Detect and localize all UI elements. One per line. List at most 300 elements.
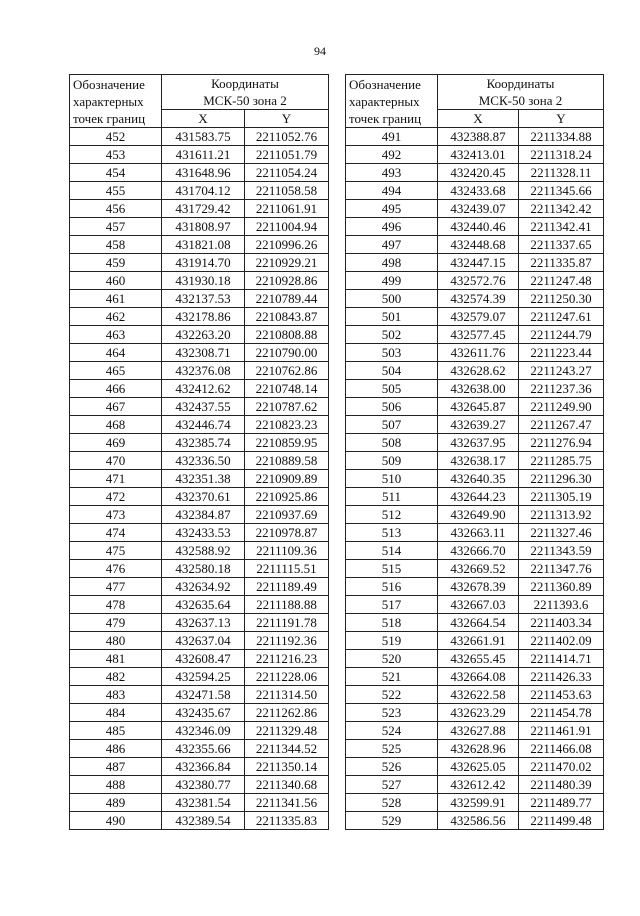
point-number-cell: 468 (70, 416, 162, 434)
table-row (70, 668, 329, 686)
point-number-cell: 474 (70, 524, 162, 542)
x-coordinate-cell: 432579.07 (438, 308, 519, 326)
y-coordinate-cell: 2210929.21 (245, 254, 329, 272)
table-row (346, 614, 604, 632)
y-coordinate-cell: 2210889.58 (245, 452, 329, 470)
y-coordinate-cell: 2210789.44 (245, 290, 329, 308)
point-number-cell: 453 (70, 146, 162, 164)
table-row (346, 506, 604, 524)
point-number-cell: 475 (70, 542, 162, 560)
x-coordinate-cell: 432644.23 (438, 488, 519, 506)
y-coordinate-cell: 2211343.59 (519, 542, 604, 560)
table-row (346, 722, 604, 740)
table-row (346, 146, 604, 164)
x-coordinate-cell: 432440.46 (438, 218, 519, 236)
y-coordinate-cell: 2211453.63 (519, 686, 604, 704)
x-coordinate-cell: 432661.91 (438, 632, 519, 650)
x-coordinate-cell: 432381.54 (162, 794, 245, 812)
y-coordinate-cell: 2211350.14 (245, 758, 329, 776)
point-number-cell: 455 (70, 182, 162, 200)
table-row (346, 398, 604, 416)
point-label-line1: Обозначение (349, 76, 421, 92)
x-coordinate-cell: 432420.45 (438, 164, 519, 182)
y-coordinate-cell: 2210978.87 (245, 524, 329, 542)
x-coordinate-cell: 432435.67 (162, 704, 245, 722)
point-number-cell: 466 (70, 380, 162, 398)
x-coordinate-cell: 432336.50 (162, 452, 245, 470)
y-coordinate-cell: 2210909.89 (245, 470, 329, 488)
y-coordinate-cell: 2211262.86 (245, 704, 329, 722)
point-number-cell: 500 (346, 290, 438, 308)
x-coordinate-cell: 432447.15 (438, 254, 519, 272)
x-coordinate-cell: 431808.97 (162, 218, 245, 236)
x-coordinate-cell: 432635.64 (162, 596, 245, 614)
table-row (70, 146, 329, 164)
y-coordinate-cell: 2211237.36 (519, 380, 604, 398)
y-coordinate-cell: 2211058.58 (245, 182, 329, 200)
table-row (70, 704, 329, 722)
y-coordinate-cell: 2211061.91 (245, 200, 329, 218)
x-coordinate-cell: 432655.45 (438, 650, 519, 668)
y-coordinate-cell: 2211276.94 (519, 434, 604, 452)
point-number-cell: 501 (346, 308, 438, 326)
point-number-cell: 521 (346, 668, 438, 686)
x-coordinate-cell: 432433.68 (438, 182, 519, 200)
y-coordinate-cell: 2211403.34 (519, 614, 604, 632)
table-row (346, 326, 604, 344)
table-row (70, 632, 329, 650)
point-number-cell: 523 (346, 704, 438, 722)
coord-header-line1: Координаты (211, 76, 279, 91)
x-coordinate-cell: 432137.53 (162, 290, 245, 308)
table-row (70, 128, 329, 146)
x-coordinate-cell: 432664.08 (438, 668, 519, 686)
x-coordinate-cell: 432346.09 (162, 722, 245, 740)
y-coordinate-cell: 2211393.6 (519, 596, 604, 614)
y-coordinate-cell: 2210808.88 (245, 326, 329, 344)
point-number-cell: 516 (346, 578, 438, 596)
coord-header (162, 75, 329, 110)
y-coordinate-cell: 2211334.88 (519, 128, 604, 146)
page-number: 94 (314, 44, 326, 58)
x-coordinate-cell: 432355.66 (162, 740, 245, 758)
y-coordinate-cell: 2210762.86 (245, 362, 329, 380)
table-row (346, 560, 604, 578)
x-coordinate-cell: 432588.92 (162, 542, 245, 560)
y-coordinate-cell: 2210928.86 (245, 272, 329, 290)
y-coordinate-cell: 2210859.95 (245, 434, 329, 452)
table-row (346, 200, 604, 218)
table-row (346, 758, 604, 776)
table-row (346, 776, 604, 794)
table-row (70, 416, 329, 434)
point-number-cell: 493 (346, 164, 438, 182)
coord-header-line1: Координаты (486, 76, 555, 91)
point-number-cell: 522 (346, 686, 438, 704)
table-row (346, 596, 604, 614)
table-row (346, 128, 604, 146)
y-coordinate-cell: 2211499.48 (519, 812, 604, 830)
x-coordinate-cell: 432612.42 (438, 776, 519, 794)
y-coordinate-cell: 2211489.77 (519, 794, 604, 812)
table-row (346, 632, 604, 650)
x-coordinate-cell: 432638.17 (438, 452, 519, 470)
y-coordinate-cell: 2211426.33 (519, 668, 604, 686)
x-coordinate-cell: 432637.04 (162, 632, 245, 650)
table-row (70, 290, 329, 308)
point-number-cell: 519 (346, 632, 438, 650)
y-coordinate-cell: 2210790.00 (245, 344, 329, 362)
table-row (70, 542, 329, 560)
y-coordinate-cell: 2211345.66 (519, 182, 604, 200)
y-coordinate-cell: 2211466.08 (519, 740, 604, 758)
point-number-cell: 481 (70, 650, 162, 668)
table-row (346, 686, 604, 704)
point-number-cell: 483 (70, 686, 162, 704)
x-coordinate-cell: 432389.54 (162, 812, 245, 830)
point-number-cell: 525 (346, 740, 438, 758)
x-coordinate-cell: 432413.01 (438, 146, 519, 164)
y-coordinate-cell: 2210748.14 (245, 380, 329, 398)
x-coordinate-cell: 432376.08 (162, 362, 245, 380)
point-number-cell: 464 (70, 344, 162, 362)
y-coordinate-cell: 2211296.30 (519, 470, 604, 488)
x-coordinate-cell: 432625.05 (438, 758, 519, 776)
x-coordinate-cell: 432663.11 (438, 524, 519, 542)
x-coordinate-cell: 431611.21 (162, 146, 245, 164)
x-coordinate-cell: 432645.87 (438, 398, 519, 416)
y-coordinate-cell: 2211335.87 (519, 254, 604, 272)
x-coordinate-cell: 432611.76 (438, 344, 519, 362)
x-coordinate-cell: 432412.62 (162, 380, 245, 398)
table-row (346, 290, 604, 308)
y-coordinate-cell: 2210823.23 (245, 416, 329, 434)
x-coordinate-cell: 432640.35 (438, 470, 519, 488)
table-row (346, 704, 604, 722)
table-row (70, 614, 329, 632)
point-number-cell: 482 (70, 668, 162, 686)
y-coordinate-cell: 2210843.87 (245, 308, 329, 326)
y-coordinate-cell: 2211360.89 (519, 578, 604, 596)
x-coordinate-cell: 432574.39 (438, 290, 519, 308)
point-number-cell: 514 (346, 542, 438, 560)
point-number-cell: 512 (346, 506, 438, 524)
point-number-cell: 463 (70, 326, 162, 344)
table-row (346, 416, 604, 434)
point-number-cell: 478 (70, 596, 162, 614)
x-coordinate-cell: 431704.12 (162, 182, 245, 200)
table-row (346, 542, 604, 560)
point-label-line2: характерных (73, 93, 144, 109)
point-number-cell: 477 (70, 578, 162, 596)
point-number-cell: 465 (70, 362, 162, 380)
y-coordinate-cell: 2211188.88 (245, 596, 329, 614)
x-coordinate-cell: 432628.62 (438, 362, 519, 380)
table-row (70, 398, 329, 416)
point-number-cell: 503 (346, 344, 438, 362)
point-number-cell: 505 (346, 380, 438, 398)
point-number-cell: 494 (346, 182, 438, 200)
y-coordinate-cell: 2211328.11 (519, 164, 604, 182)
table-row (70, 470, 329, 488)
table-row (346, 794, 604, 812)
y-coordinate-cell: 2211267.47 (519, 416, 604, 434)
y-coordinate-cell: 2211337.65 (519, 236, 604, 254)
coord-header-line2: МСК-50 зона 2 (478, 93, 563, 108)
table-row (70, 380, 329, 398)
point-number-cell: 509 (346, 452, 438, 470)
x-coordinate-cell: 432627.88 (438, 722, 519, 740)
point-number-cell: 485 (70, 722, 162, 740)
x-coordinate-cell: 432678.39 (438, 578, 519, 596)
x-coordinate-cell: 431821.08 (162, 236, 245, 254)
y-coordinate-cell: 2210925.86 (245, 488, 329, 506)
y-coordinate-cell: 2210937.69 (245, 506, 329, 524)
point-number-cell: 486 (70, 740, 162, 758)
y-coordinate-cell: 2211454.78 (519, 704, 604, 722)
y-coordinate-cell: 2211335.83 (245, 812, 329, 830)
point-number-cell: 506 (346, 398, 438, 416)
y-coordinate-cell: 2211192.36 (245, 632, 329, 650)
point-number-cell: 472 (70, 488, 162, 506)
x-coordinate-cell: 432351.38 (162, 470, 245, 488)
y-header: Y (519, 110, 604, 128)
point-number-cell: 476 (70, 560, 162, 578)
table-row (70, 164, 329, 182)
point-number-cell: 470 (70, 452, 162, 470)
x-coordinate-cell: 431930.18 (162, 272, 245, 290)
x-coordinate-cell: 432439.07 (438, 200, 519, 218)
table-row (70, 344, 329, 362)
point-number-cell: 471 (70, 470, 162, 488)
table-row (70, 254, 329, 272)
table-row (70, 776, 329, 794)
x-coordinate-cell: 432263.20 (162, 326, 245, 344)
y-coordinate-cell: 2211051.79 (245, 146, 329, 164)
point-number-cell: 488 (70, 776, 162, 794)
y-coordinate-cell: 2211228.06 (245, 668, 329, 686)
table-row (70, 740, 329, 758)
x-coordinate-cell: 432572.76 (438, 272, 519, 290)
x-coordinate-cell: 432580.18 (162, 560, 245, 578)
y-coordinate-cell: 2211340.68 (245, 776, 329, 794)
x-coordinate-cell: 432638.00 (438, 380, 519, 398)
table-row (346, 452, 604, 470)
x-coordinate-cell: 432666.70 (438, 542, 519, 560)
coord-header-line2: МСК-50 зона 2 (203, 93, 287, 108)
x-coordinate-cell: 432370.61 (162, 488, 245, 506)
x-coordinate-cell: 431914.70 (162, 254, 245, 272)
y-coordinate-cell: 2211470.02 (519, 758, 604, 776)
y-coordinate-cell: 2211342.41 (519, 218, 604, 236)
point-number-cell: 460 (70, 272, 162, 290)
y-coordinate-cell: 2211314.50 (245, 686, 329, 704)
table-row (346, 272, 604, 290)
table-row (346, 380, 604, 398)
table-row (346, 578, 604, 596)
x-coordinate-cell: 432669.52 (438, 560, 519, 578)
coord-header (438, 75, 604, 110)
y-coordinate-cell: 2211329.48 (245, 722, 329, 740)
point-number-cell: 492 (346, 146, 438, 164)
point-number-cell: 480 (70, 632, 162, 650)
x-coordinate-cell: 432446.74 (162, 416, 245, 434)
x-coordinate-cell: 432634.92 (162, 578, 245, 596)
x-coordinate-cell: 431648.96 (162, 164, 245, 182)
table-row (70, 452, 329, 470)
table-row (346, 308, 604, 326)
point-number-cell: 489 (70, 794, 162, 812)
y-coordinate-cell: 2211285.75 (519, 452, 604, 470)
table-row (70, 308, 329, 326)
point-number-cell: 459 (70, 254, 162, 272)
table-row (70, 218, 329, 236)
coordinates-table-right (345, 74, 604, 830)
x-header: X (438, 110, 519, 128)
point-number-cell: 495 (346, 200, 438, 218)
point-number-cell: 458 (70, 236, 162, 254)
table-row (70, 596, 329, 614)
y-coordinate-cell: 2211109.36 (245, 542, 329, 560)
point-label-header (70, 75, 162, 128)
table-row (70, 758, 329, 776)
x-coordinate-cell: 432649.90 (438, 506, 519, 524)
x-coordinate-cell: 432594.25 (162, 668, 245, 686)
point-number-cell: 457 (70, 218, 162, 236)
y-coordinate-cell: 2210996.26 (245, 236, 329, 254)
left-table-body (70, 128, 329, 830)
table-row (70, 362, 329, 380)
point-number-cell: 508 (346, 434, 438, 452)
y-coordinate-cell: 2211004.94 (245, 218, 329, 236)
point-number-cell: 462 (70, 308, 162, 326)
point-number-cell: 502 (346, 326, 438, 344)
y-coordinate-cell: 2211461.91 (519, 722, 604, 740)
table-row (70, 578, 329, 596)
point-label-line2: характерных (349, 93, 420, 109)
point-number-cell: 518 (346, 614, 438, 632)
y-coordinate-cell: 2211341.56 (245, 794, 329, 812)
table-row (346, 362, 604, 380)
y-coordinate-cell: 2211054.24 (245, 164, 329, 182)
x-coordinate-cell: 432471.58 (162, 686, 245, 704)
point-number-cell: 507 (346, 416, 438, 434)
x-coordinate-cell: 432388.87 (438, 128, 519, 146)
point-number-cell: 526 (346, 758, 438, 776)
x-coordinate-cell: 432623.29 (438, 704, 519, 722)
point-number-cell: 461 (70, 290, 162, 308)
y-coordinate-cell: 2211243.27 (519, 362, 604, 380)
x-coordinate-cell: 432577.45 (438, 326, 519, 344)
table-row (70, 434, 329, 452)
y-coordinate-cell: 2211313.92 (519, 506, 604, 524)
y-coordinate-cell: 2211327.46 (519, 524, 604, 542)
x-coordinate-cell: 432622.58 (438, 686, 519, 704)
point-number-cell: 469 (70, 434, 162, 452)
y-coordinate-cell: 2211189.49 (245, 578, 329, 596)
table-row (70, 272, 329, 290)
table-row (70, 326, 329, 344)
x-header: X (162, 110, 245, 128)
point-number-cell: 510 (346, 470, 438, 488)
y-header: Y (245, 110, 329, 128)
x-coordinate-cell: 431729.42 (162, 200, 245, 218)
table-row (346, 470, 604, 488)
table-row (346, 740, 604, 758)
x-coordinate-cell: 432433.53 (162, 524, 245, 542)
coordinates-table-left (69, 74, 329, 830)
y-coordinate-cell: 2211247.61 (519, 308, 604, 326)
x-coordinate-cell: 432637.95 (438, 434, 519, 452)
x-coordinate-cell: 432586.56 (438, 812, 519, 830)
x-coordinate-cell: 432366.84 (162, 758, 245, 776)
point-number-cell: 524 (346, 722, 438, 740)
y-coordinate-cell: 2210787.62 (245, 398, 329, 416)
table-row (70, 560, 329, 578)
table-row (346, 164, 604, 182)
table-row (346, 254, 604, 272)
y-coordinate-cell: 2211250.30 (519, 290, 604, 308)
y-coordinate-cell: 2211347.76 (519, 560, 604, 578)
x-coordinate-cell: 431583.75 (162, 128, 245, 146)
table-row (70, 236, 329, 254)
x-coordinate-cell: 432639.27 (438, 416, 519, 434)
table-row (70, 722, 329, 740)
point-number-cell: 515 (346, 560, 438, 578)
table-row (346, 344, 604, 362)
table-row (70, 200, 329, 218)
point-number-cell: 511 (346, 488, 438, 506)
x-coordinate-cell: 432599.91 (438, 794, 519, 812)
point-number-cell: 473 (70, 506, 162, 524)
y-coordinate-cell: 2211216.23 (245, 650, 329, 668)
point-number-cell: 454 (70, 164, 162, 182)
point-label-line3: точек границ (73, 110, 146, 126)
table-row (346, 182, 604, 200)
point-number-cell: 467 (70, 398, 162, 416)
y-coordinate-cell: 2211052.76 (245, 128, 329, 146)
x-coordinate-cell: 432380.77 (162, 776, 245, 794)
table-row (70, 686, 329, 704)
point-number-cell: 497 (346, 236, 438, 254)
point-number-cell: 513 (346, 524, 438, 542)
point-number-cell: 491 (346, 128, 438, 146)
table-row (346, 812, 604, 830)
point-number-cell: 456 (70, 200, 162, 218)
table-row (70, 650, 329, 668)
point-number-cell: 499 (346, 272, 438, 290)
x-coordinate-cell: 432628.96 (438, 740, 519, 758)
x-coordinate-cell: 432637.13 (162, 614, 245, 632)
y-coordinate-cell: 2211244.79 (519, 326, 604, 344)
y-coordinate-cell: 2211249.90 (519, 398, 604, 416)
point-number-cell: 479 (70, 614, 162, 632)
y-coordinate-cell: 2211191.78 (245, 614, 329, 632)
point-label-header (346, 75, 438, 128)
x-coordinate-cell: 432608.47 (162, 650, 245, 668)
x-coordinate-cell: 432667.03 (438, 596, 519, 614)
table-row (70, 182, 329, 200)
table-row (70, 524, 329, 542)
y-coordinate-cell: 2211402.09 (519, 632, 604, 650)
table-row (346, 236, 604, 254)
y-coordinate-cell: 2211414.71 (519, 650, 604, 668)
point-number-cell: 452 (70, 128, 162, 146)
y-coordinate-cell: 2211247.48 (519, 272, 604, 290)
x-coordinate-cell: 432437.55 (162, 398, 245, 416)
table-row (346, 650, 604, 668)
point-number-cell: 527 (346, 776, 438, 794)
